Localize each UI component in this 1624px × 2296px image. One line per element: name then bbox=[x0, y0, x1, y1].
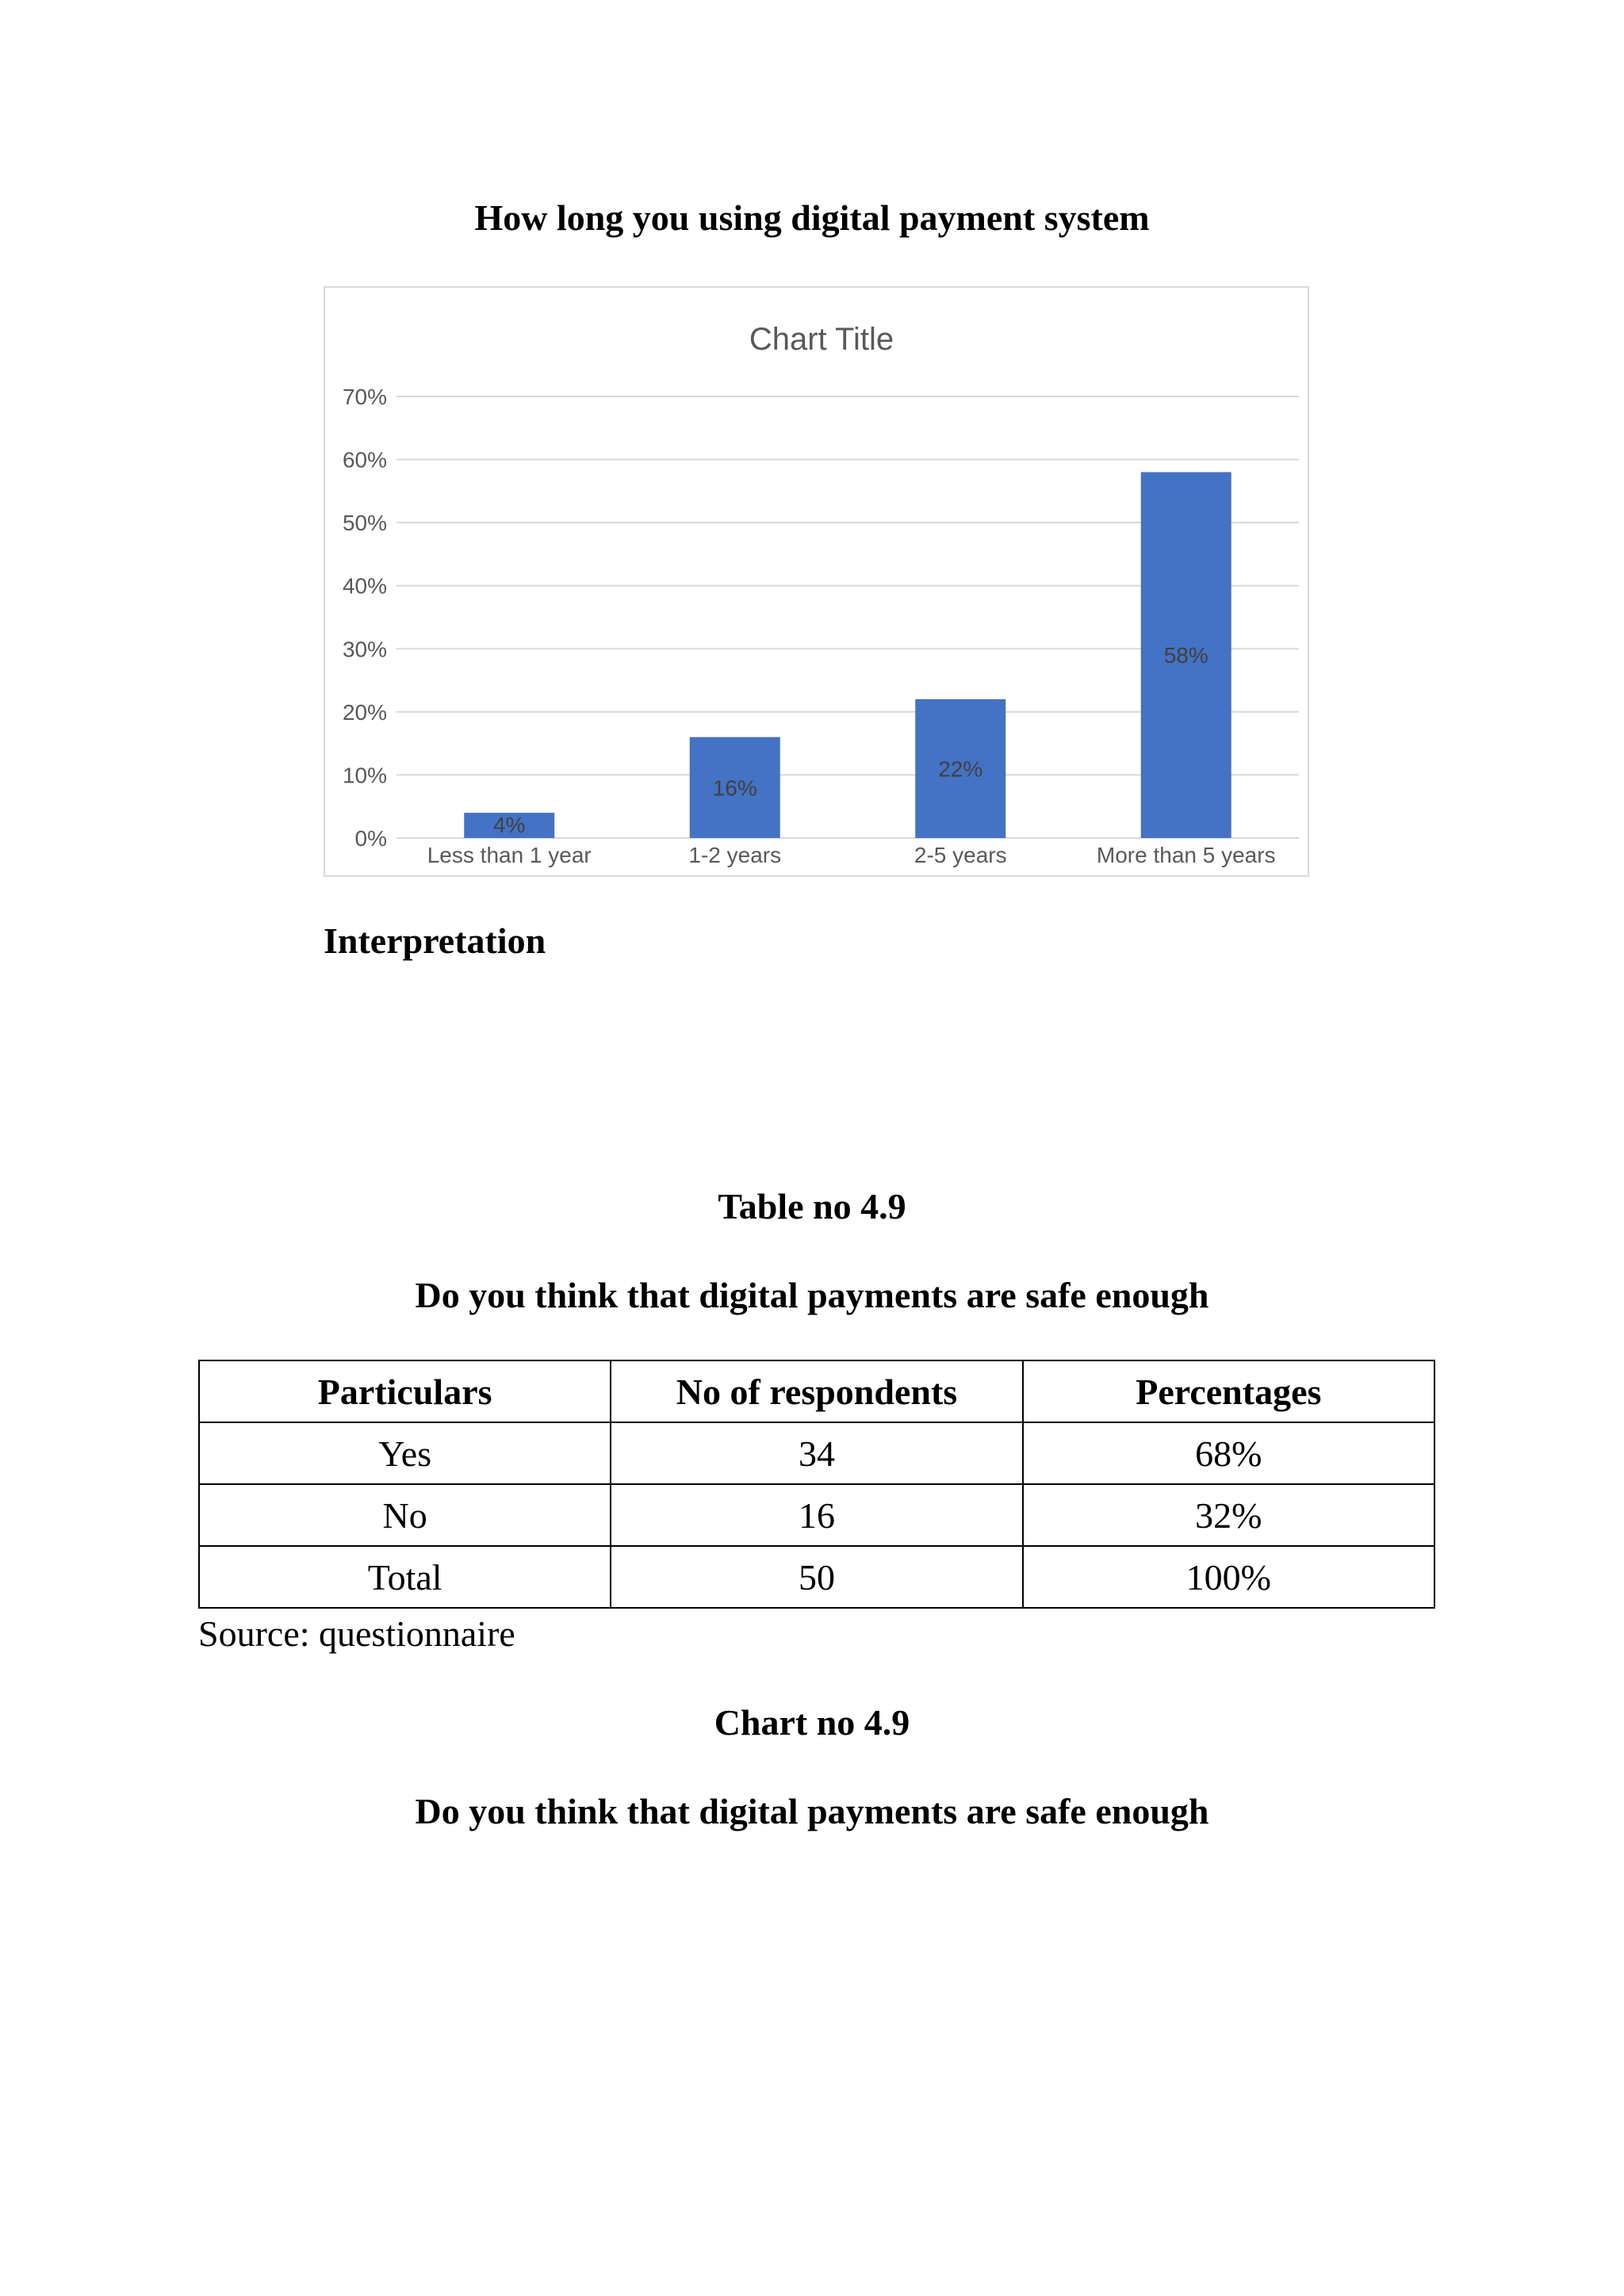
table-cell: 16 bbox=[611, 1484, 1022, 1546]
table-row bbox=[199, 1422, 1434, 1484]
respondents-table bbox=[198, 1360, 1435, 1609]
x-tick-label: More than 5 years bbox=[1096, 843, 1276, 867]
table-cell: No bbox=[199, 1484, 611, 1546]
table-source: Source: questionnaire bbox=[198, 1613, 515, 1654]
table-cell: Yes bbox=[199, 1422, 611, 1484]
table-cell: Total bbox=[199, 1546, 611, 1608]
bar-chart-svg bbox=[325, 288, 1311, 878]
table-row bbox=[199, 1484, 1434, 1546]
y-tick-label: 40% bbox=[342, 573, 387, 599]
table-cell: 100% bbox=[1023, 1546, 1434, 1608]
data-label: 22% bbox=[938, 756, 983, 782]
header-particulars: Particulars bbox=[199, 1360, 611, 1422]
y-tick-label: 0% bbox=[354, 826, 387, 851]
y-tick-label: 50% bbox=[342, 511, 387, 536]
x-tick-label: 1-2 years bbox=[688, 843, 782, 867]
chart-number: Chart no 4.9 bbox=[714, 1702, 910, 1743]
data-label: 4% bbox=[493, 813, 526, 838]
table-cell: 32% bbox=[1023, 1484, 1434, 1546]
table-cell: 68% bbox=[1023, 1422, 1434, 1484]
chart-title: Chart Title bbox=[749, 322, 894, 357]
data-label: 58% bbox=[1163, 643, 1208, 668]
header-respondents: No of respondents bbox=[611, 1360, 1022, 1422]
table-header-row bbox=[199, 1360, 1434, 1422]
bar-chart bbox=[324, 286, 1309, 877]
table-number: Table no 4.9 bbox=[718, 1186, 906, 1226]
y-tick-label: 30% bbox=[342, 637, 387, 662]
chart-heading: How long you using digital payment system bbox=[474, 197, 1150, 238]
y-tick-label: 70% bbox=[342, 385, 387, 409]
data-label: 16% bbox=[712, 775, 757, 801]
table-title: Do you think that digital payments are safe enough bbox=[415, 1275, 1209, 1315]
chart-2-title: Do you think that digital payments are safe enough bbox=[415, 1791, 1209, 1831]
table-cell: 34 bbox=[611, 1422, 1022, 1484]
table-row bbox=[199, 1546, 1434, 1608]
header-percentages: Percentages bbox=[1023, 1360, 1434, 1422]
y-tick-label: 10% bbox=[342, 763, 387, 788]
y-tick-label: 20% bbox=[342, 699, 387, 725]
x-tick-label: Less than 1 year bbox=[427, 843, 592, 867]
x-tick-label: 2-5 years bbox=[914, 843, 1007, 867]
y-tick-label: 60% bbox=[342, 447, 387, 473]
table-cell: 50 bbox=[611, 1546, 1022, 1608]
interpretation-heading: Interpretation bbox=[324, 920, 546, 961]
